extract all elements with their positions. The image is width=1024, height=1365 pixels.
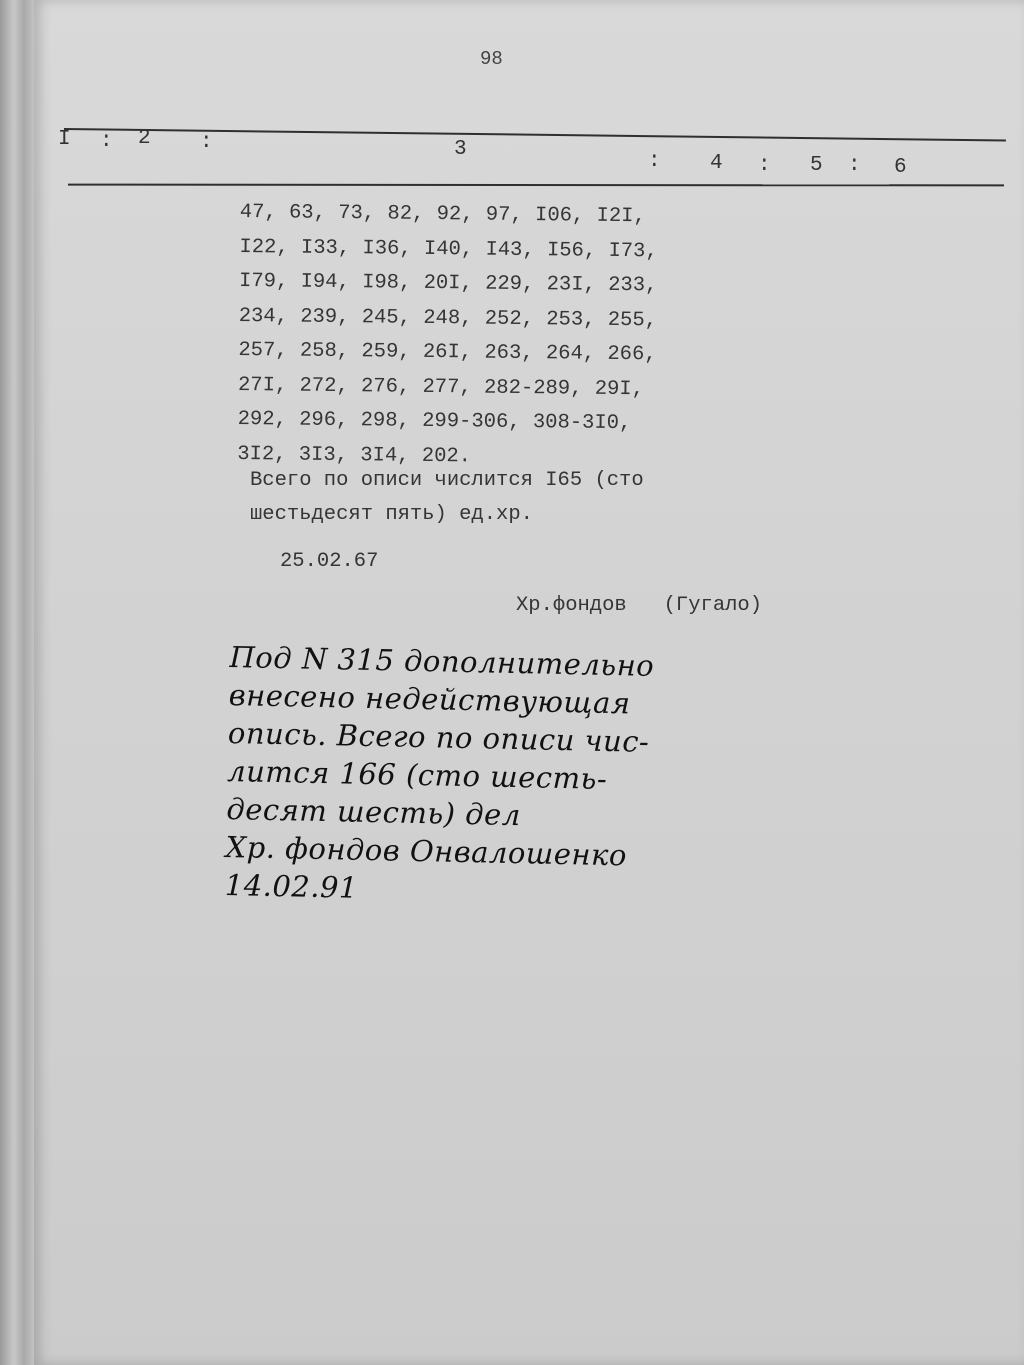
total-statement-line: шестьдесят пять) ед.хр. bbox=[250, 503, 533, 526]
handwritten-line: лится 166 (сто шесть- bbox=[226, 753, 608, 796]
handwritten-line: Под N 315 дополнительно bbox=[229, 639, 655, 683]
column-separator: : bbox=[200, 131, 213, 154]
handwritten-line: 14.02.91 bbox=[224, 867, 359, 905]
column-separator: : bbox=[100, 130, 113, 153]
column-header-6: 6 bbox=[894, 156, 907, 179]
handwritten-line: внесено недействующая bbox=[228, 677, 631, 721]
column-header-4: 4 bbox=[710, 152, 723, 175]
case-numbers-line: 234, 239, 245, 248, 252, 253, 255, bbox=[238, 304, 658, 332]
column-separator: : bbox=[758, 154, 771, 177]
signature-line: Хр.фондов (Гугало) bbox=[516, 594, 763, 617]
case-numbers-line: 27I, 272, 276, 277, 282-289, 29I, bbox=[237, 373, 645, 401]
column-header-2: 2 bbox=[138, 127, 151, 150]
column-header-5: 5 bbox=[810, 154, 823, 177]
handwritten-line: Хр. фондов Онвалошенко bbox=[225, 829, 628, 873]
column-header-3: 3 bbox=[454, 138, 467, 161]
case-numbers-line: I22, I33, I36, I40, I43, I56, I73, bbox=[239, 235, 658, 263]
handwritten-line: опись. Всего по описи чис- bbox=[227, 715, 650, 759]
case-numbers-line: 47, 63, 73, 82, 92, 97, I06, I2I, bbox=[239, 200, 646, 229]
document-date: 25.02.67 bbox=[280, 550, 379, 573]
header-rule-bottom bbox=[68, 184, 1004, 187]
case-numbers-line: I79, I94, I98, 20I, 229, 23I, 233, bbox=[238, 269, 658, 298]
document-page bbox=[34, 0, 1024, 1365]
case-numbers-line: 3I2, 3I3, 3I4, 202. bbox=[237, 442, 472, 468]
handwritten-note bbox=[224, 638, 654, 913]
case-numbers-line: 292, 296, 298, 299-306, 308-3I0, bbox=[237, 407, 632, 436]
column-header-1: I bbox=[58, 128, 71, 151]
total-statement-line: Всего по описи числится I65 (сто bbox=[250, 469, 644, 492]
column-separator: : bbox=[848, 154, 861, 177]
handwritten-line: десят шесть) дел bbox=[226, 791, 522, 833]
case-numbers-list bbox=[237, 196, 658, 476]
column-separator: : bbox=[648, 150, 661, 173]
page-number: 98 bbox=[480, 48, 503, 70]
total-statement bbox=[250, 464, 644, 532]
case-numbers-line: 257, 258, 259, 26I, 263, 264, 266, bbox=[238, 338, 657, 367]
